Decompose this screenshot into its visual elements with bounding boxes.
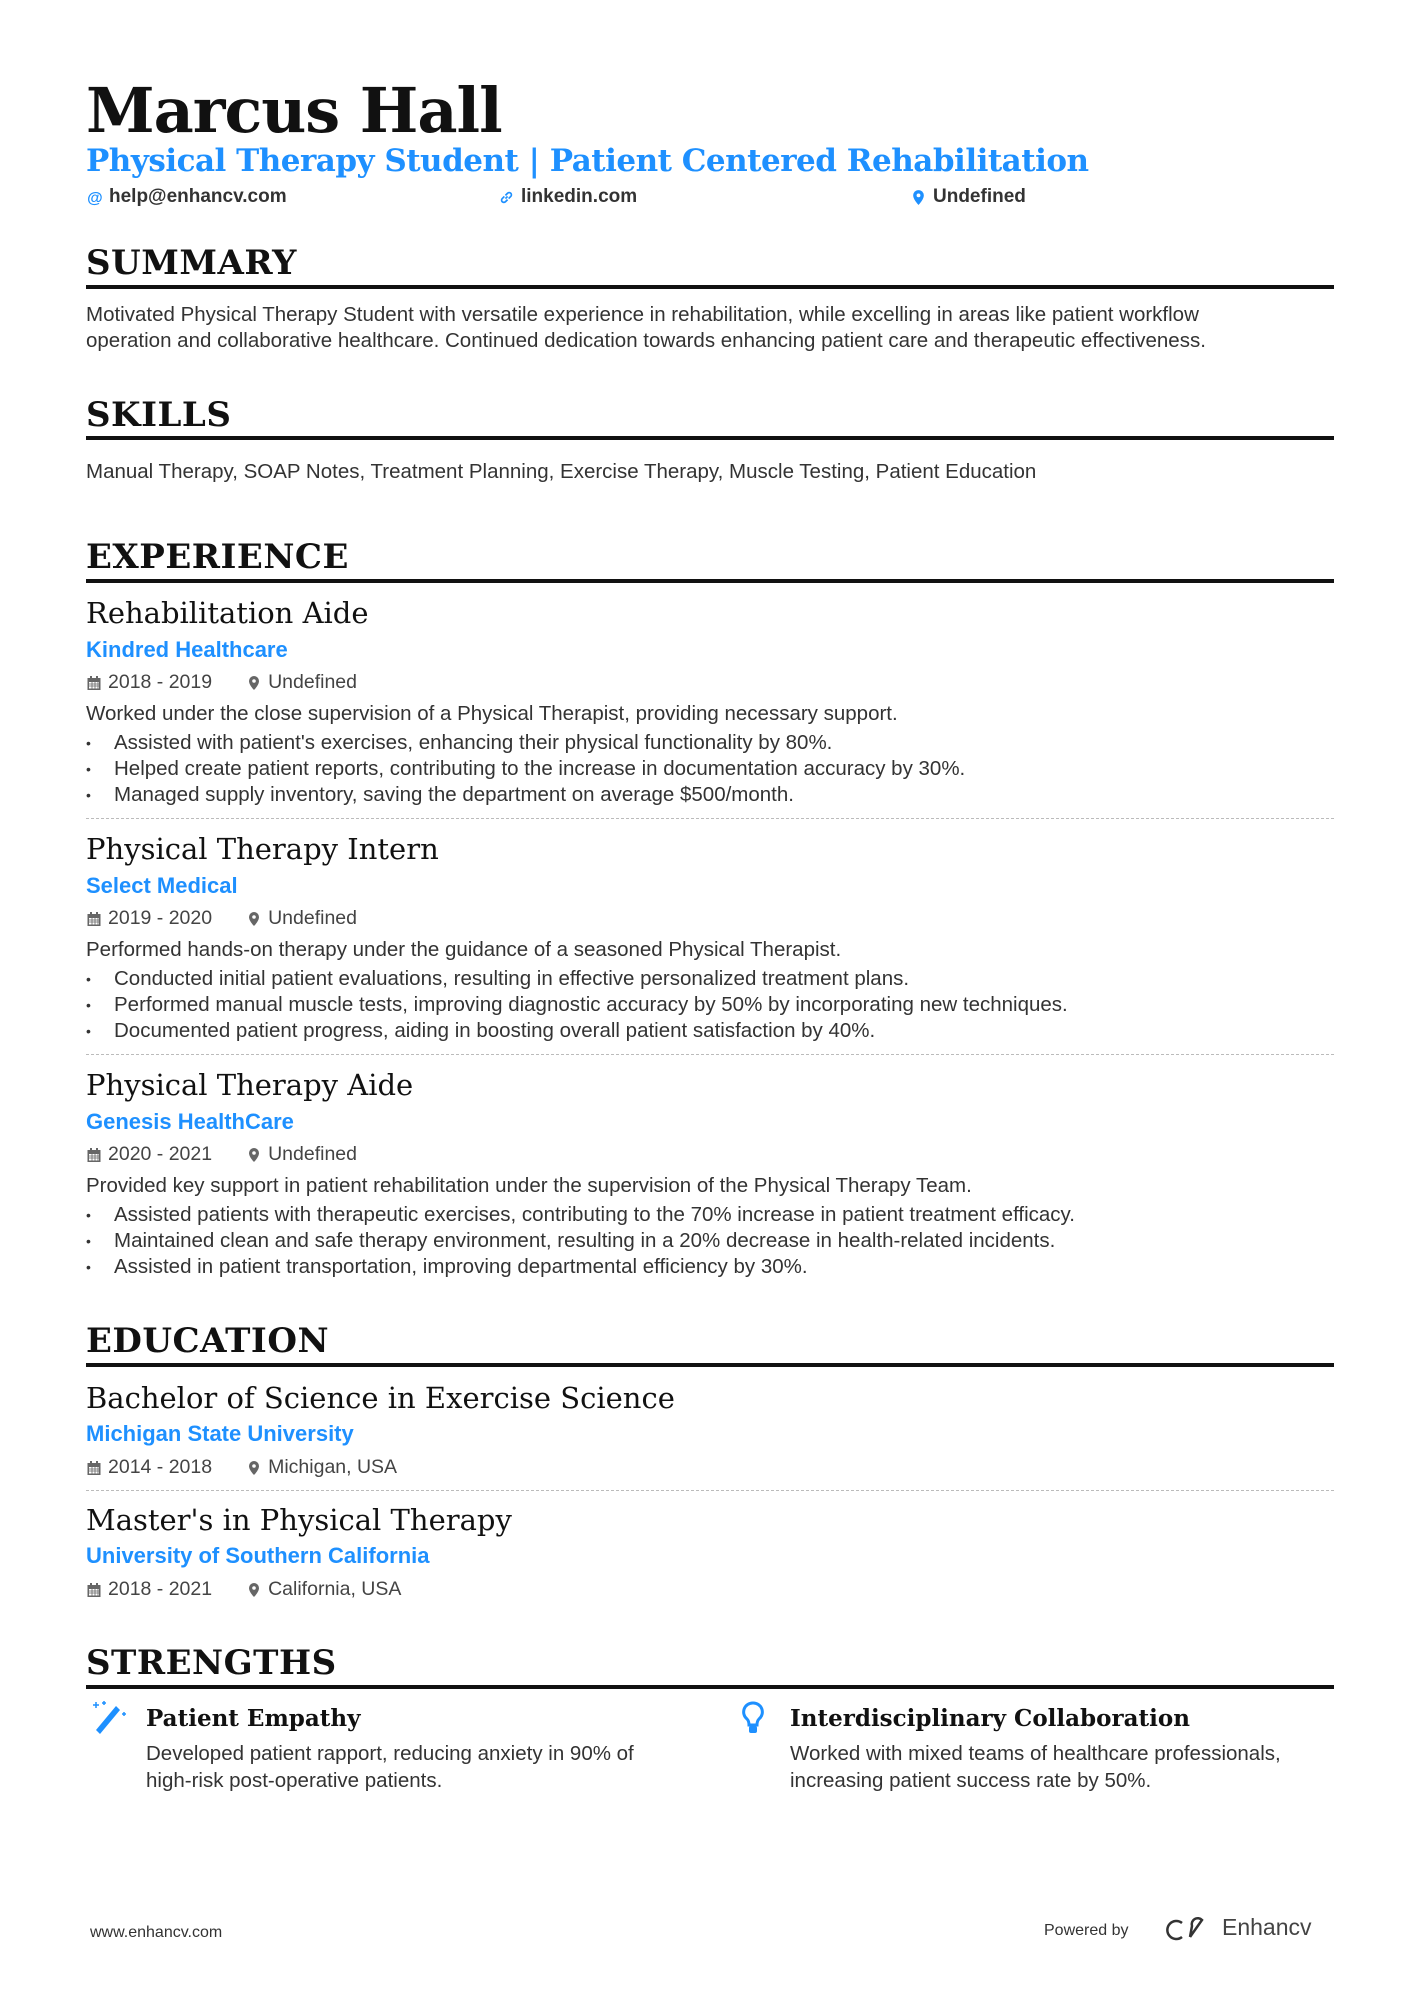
entry-divider <box>86 818 1334 819</box>
bullet-item: • Documented patient progress, aiding in boosting overall patient satisfaction by 40%. <box>86 1018 1068 1044</box>
calendar-icon <box>86 1147 102 1163</box>
bullet-item: • Performed manual muscle tests, improving diagnostic accuracy by 50% by incorporating new techniques. <box>86 992 1068 1018</box>
date-location <box>86 1456 397 1479</box>
company-name[interactable]: Select Medical <box>86 873 238 898</box>
bullet-item: • Managed supply inventory, saving the department on average $500/month. <box>86 782 965 808</box>
degree-title: Master's in Physical Therapy <box>86 1503 512 1537</box>
job-title: Rehabilitation Aide <box>86 596 369 630</box>
summary-text <box>86 302 1336 354</box>
summary-line: operation and collaborative healthcare. Continued dedication towards enhancing patient care and therapeutic effectiveness. <box>86 329 1206 352</box>
dates: 2020 - 2021 <box>108 1143 213 1165</box>
skills-divider <box>86 436 1334 440</box>
footer-brand: Enhancv <box>1222 1914 1312 1940</box>
email-text: help@enhancv.com <box>109 186 287 207</box>
location-pin-icon <box>246 1582 262 1598</box>
summary-divider <box>86 285 1334 289</box>
job-bullets <box>86 730 965 808</box>
strength-description <box>790 1740 1350 1794</box>
location-pin-icon <box>910 189 927 206</box>
calendar-icon <box>86 675 102 691</box>
skills-heading: SKILLS <box>86 395 232 435</box>
strengths-divider <box>86 1685 1334 1689</box>
link-icon <box>498 189 515 206</box>
entry-divider <box>86 1490 1334 1491</box>
strength-line: high-risk post-operative patients. <box>146 1769 443 1792</box>
company-name[interactable]: Genesis HealthCare <box>86 1109 294 1134</box>
at-icon <box>86 189 103 206</box>
summary-heading: SUMMARY <box>86 243 297 283</box>
location: Undefined <box>268 907 357 929</box>
experience-divider <box>86 579 1334 583</box>
contact-email[interactable] <box>86 186 287 208</box>
date-location <box>86 907 357 930</box>
location: California, USA <box>268 1578 402 1600</box>
bullet-item: • Assisted patients with therapeutic exercises, contributing to the 70% increase in patient treatment efficacy. <box>86 1202 1075 1228</box>
dates: 2019 - 2020 <box>108 907 213 929</box>
strength-title: Patient Empathy <box>146 1705 361 1732</box>
location: Undefined <box>268 671 357 693</box>
location-text: Undefined <box>933 186 1026 207</box>
strengths-heading: STRENGTHS <box>86 1643 337 1683</box>
contact-location <box>910 186 1026 208</box>
bullet-item: • Helped create patient reports, contributing to the increase in documentation accuracy by 30%. <box>86 756 965 782</box>
footer-website[interactable]: www.enhancv.com <box>90 1924 223 1941</box>
lightbulb-icon <box>740 1700 766 1741</box>
date-location <box>86 1143 357 1166</box>
dates: 2018 - 2019 <box>108 671 213 693</box>
svg-text:@: @ <box>87 189 103 206</box>
job-description: Provided key support in patient rehabilitation under the supervision of the Physical Therapy Team. <box>86 1174 972 1197</box>
strength-title: Interdisciplinary Collaboration <box>790 1705 1190 1732</box>
company-name[interactable]: Kindred Healthcare <box>86 637 288 662</box>
summary-line: Motivated Physical Therapy Student with versatile experience in rehabilitation, while excelling in areas like patient workflow <box>86 303 1199 326</box>
date-location <box>86 1578 401 1601</box>
enhancv-logo-icon <box>1162 1915 1210 1950</box>
bullet-item: • Assisted in patient transportation, improving departmental efficiency by 30%. <box>86 1254 1075 1280</box>
education-heading: EDUCATION <box>86 1321 330 1361</box>
skills-text: Manual Therapy, SOAP Notes, Treatment Planning, Exercise Therapy, Muscle Testing, Patient Education <box>86 460 1037 483</box>
degree-title: Bachelor of Science in Exercise Science <box>86 1381 675 1415</box>
school-name[interactable]: Michigan State University <box>86 1421 354 1446</box>
strength-line: Developed patient rapport, reducing anxiety in 90% of <box>146 1742 634 1765</box>
job-title: Physical Therapy Aide <box>86 1068 414 1102</box>
calendar-icon <box>86 1460 102 1476</box>
job-description: Performed hands-on therapy under the guidance of a seasoned Physical Therapist. <box>86 938 842 961</box>
location-pin-icon <box>246 911 262 927</box>
location: Undefined <box>268 1143 357 1165</box>
bullet-item: • Maintained clean and safe therapy environment, resulting in a 20% decrease in health-related incidents. <box>86 1228 1075 1254</box>
school-name[interactable]: University of Southern California <box>86 1543 430 1568</box>
dates: 2018 - 2021 <box>108 1578 213 1600</box>
job-title: Physical Therapy Intern <box>86 832 439 866</box>
entry-divider <box>86 1054 1334 1055</box>
candidate-name: Marcus Hall <box>86 74 502 147</box>
linkedin-text: linkedin.com <box>521 186 638 207</box>
education-divider <box>86 1363 1334 1367</box>
location-pin-icon <box>246 675 262 691</box>
magic-wand-icon <box>90 1700 126 1741</box>
location-pin-icon <box>246 1460 262 1476</box>
footer-powered-by: Powered by <box>1044 1922 1129 1939</box>
strength-description <box>146 1740 706 1794</box>
bullet-item: • Assisted with patient's exercises, enhancing their physical functionality by 80%. <box>86 730 965 756</box>
dates: 2014 - 2018 <box>108 1456 213 1478</box>
calendar-icon <box>86 911 102 927</box>
calendar-icon <box>86 1582 102 1598</box>
date-location <box>86 671 357 694</box>
contact-linkedin[interactable] <box>498 186 637 208</box>
strength-line: increasing patient success rate by 50%. <box>790 1769 1152 1792</box>
candidate-title: Physical Therapy Student | Patient Centered Rehabilitation <box>86 143 1089 179</box>
job-bullets <box>86 1202 1075 1280</box>
job-description: Worked under the close supervision of a Physical Therapist, providing necessary support. <box>86 702 898 725</box>
location: Michigan, USA <box>268 1456 398 1478</box>
strength-line: Worked with mixed teams of healthcare professionals, <box>790 1742 1281 1765</box>
bullet-item: • Conducted initial patient evaluations, resulting in effective personalized treatment plans. <box>86 966 1068 992</box>
experience-heading: EXPERIENCE <box>86 537 349 577</box>
location-pin-icon <box>246 1147 262 1163</box>
job-bullets <box>86 966 1068 1044</box>
